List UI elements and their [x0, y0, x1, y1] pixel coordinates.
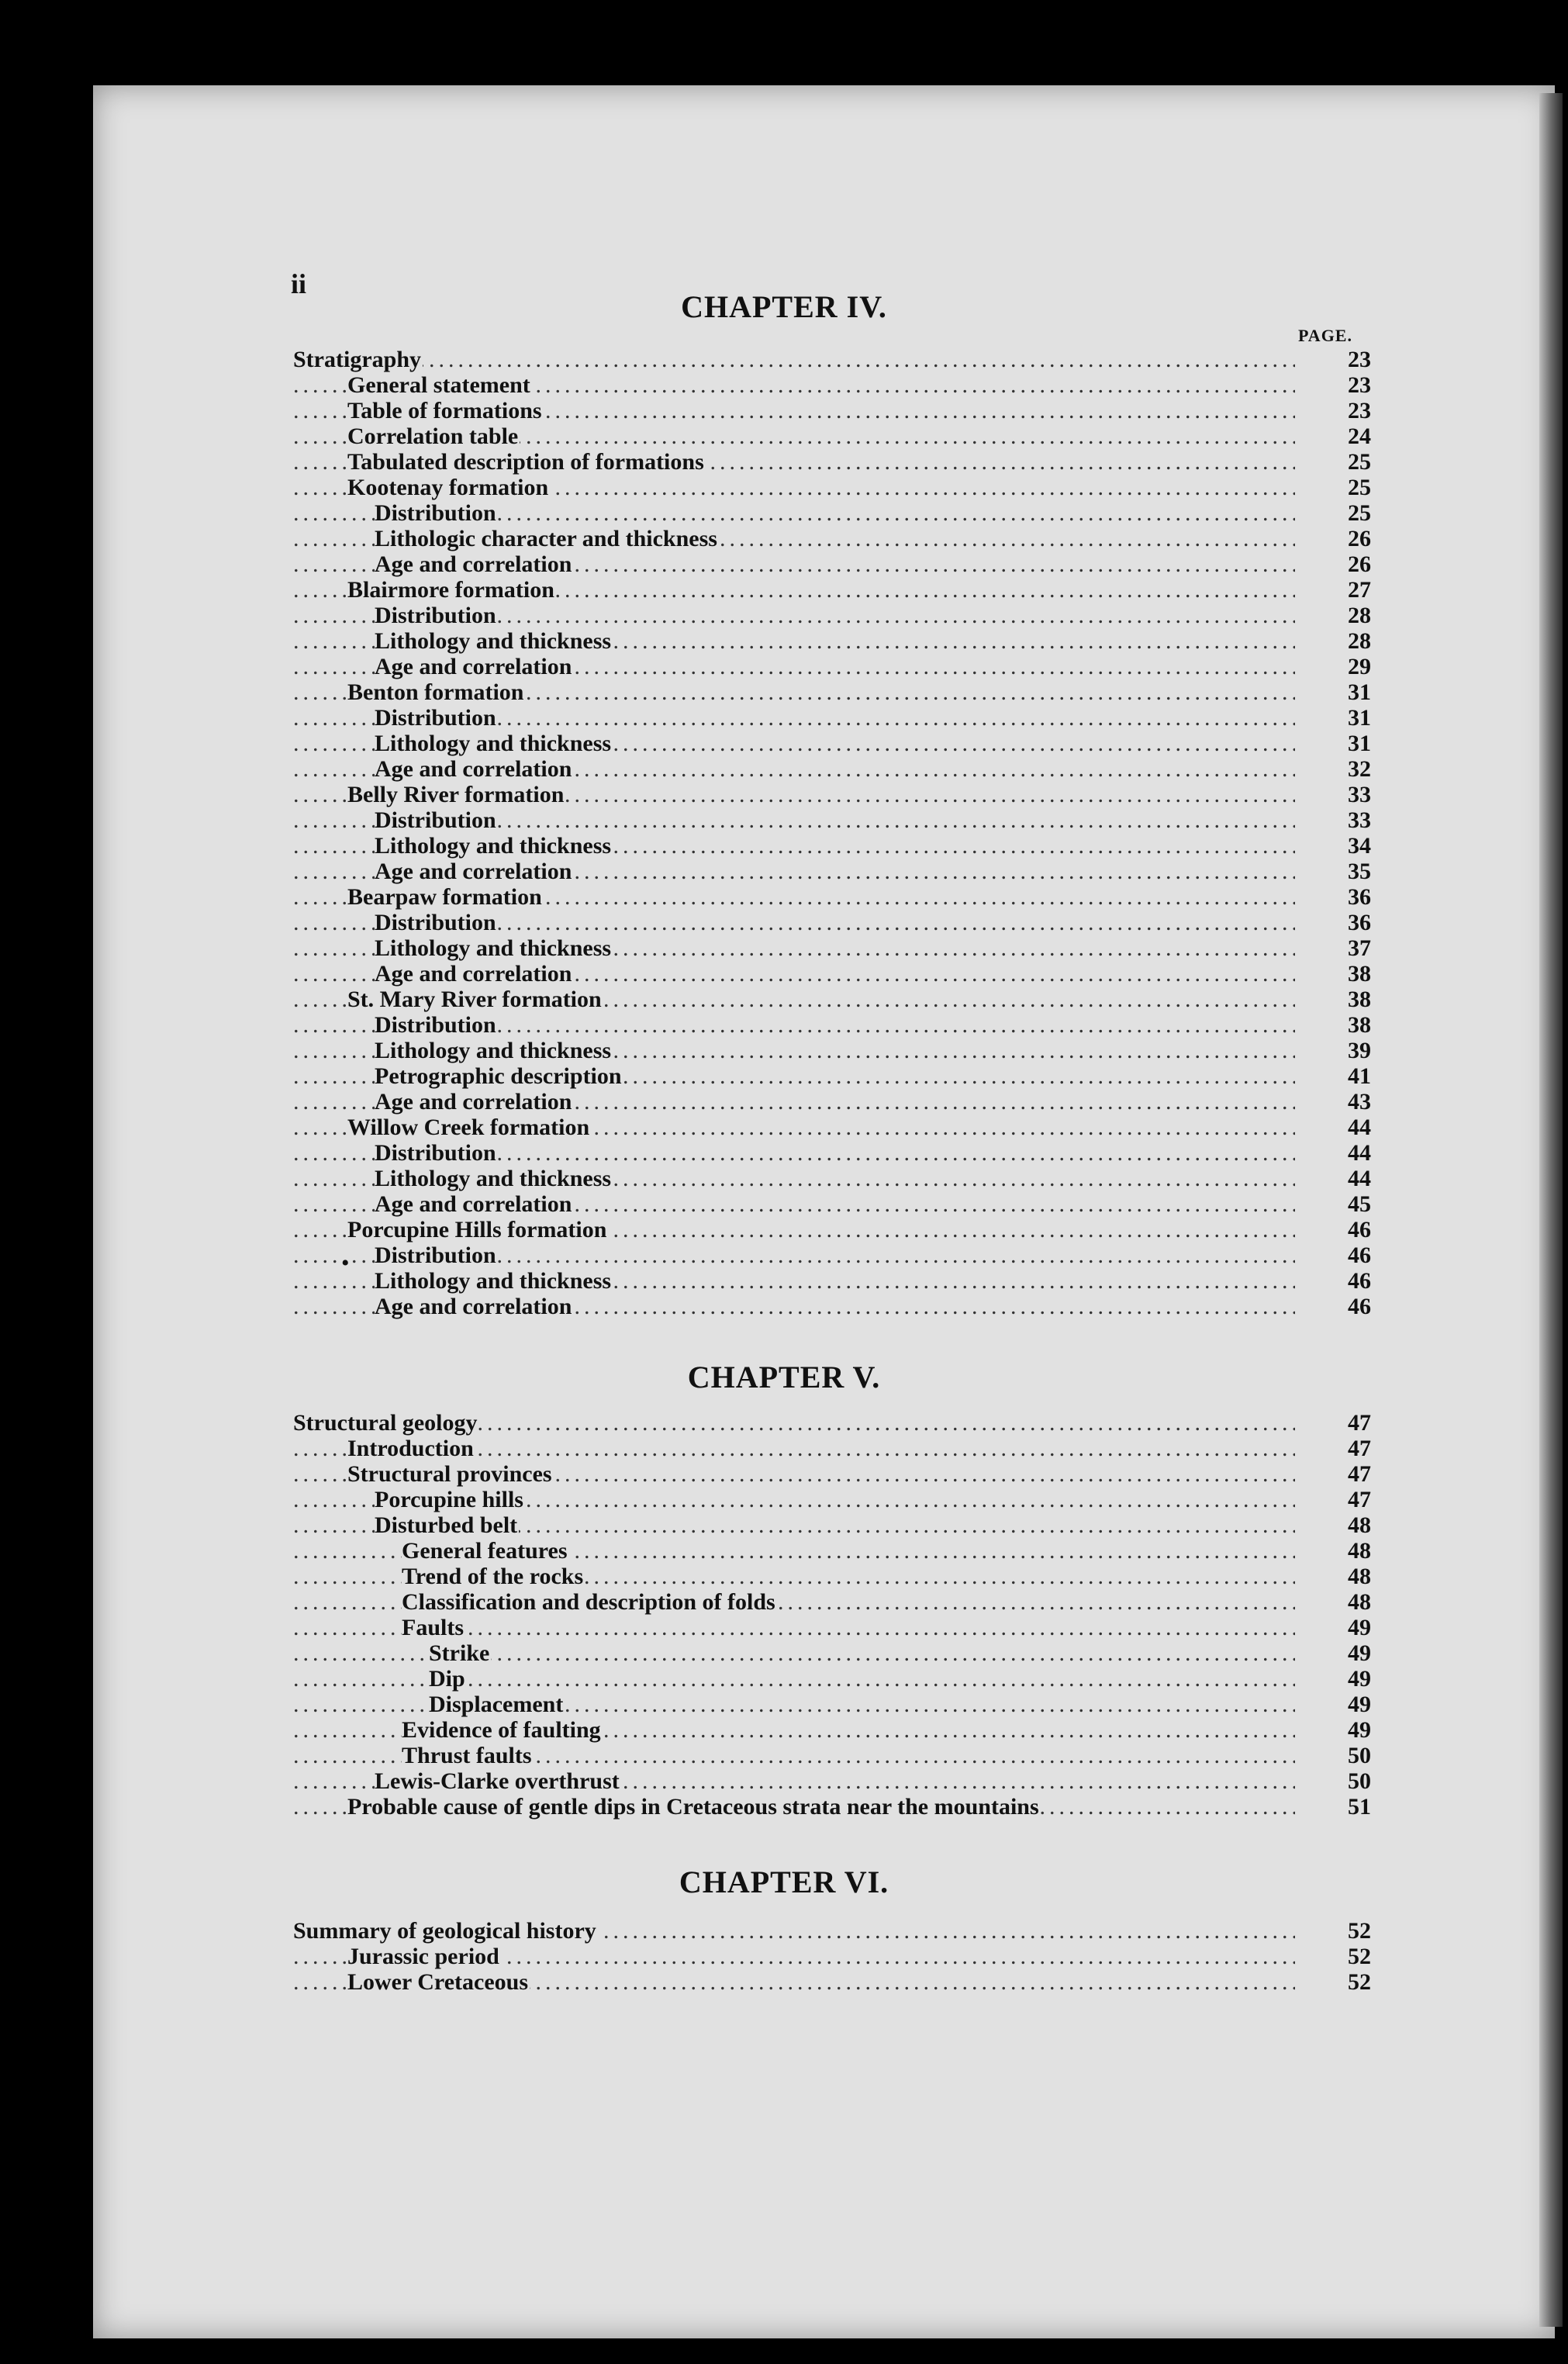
toc-chapter-vi — [293, 1918, 1371, 1995]
toc-entry — [293, 398, 1371, 423]
toc-entry-page: 46 — [1312, 1294, 1371, 1319]
toc-entry — [293, 1969, 1371, 1995]
toc-entry — [293, 731, 1371, 756]
toc-entry-title: Evidence of faulting — [402, 1717, 601, 1743]
toc-entry-title: General features — [402, 1538, 568, 1564]
toc-entry — [293, 1564, 1371, 1589]
toc-entry-page: 44 — [1312, 1166, 1371, 1191]
toc-entry — [293, 1268, 1371, 1294]
toc-entry-title: Classification and description of folds — [402, 1589, 775, 1615]
toc-entry — [293, 603, 1371, 628]
toc-entry — [293, 833, 1371, 859]
toc-entry-page: 25 — [1312, 449, 1371, 475]
toc-entry — [293, 1115, 1371, 1140]
toc-entry-title: Structural geology — [293, 1410, 478, 1436]
toc-entry-page: 38 — [1312, 961, 1371, 987]
toc-entry-title: Distribution — [375, 1012, 496, 1038]
toc-entry-title: Blairmore formation — [347, 577, 554, 603]
toc-entry-title: Age and correlation — [375, 654, 572, 679]
toc-entry-page: 48 — [1312, 1512, 1371, 1538]
toc-entry-page: 28 — [1312, 603, 1371, 628]
toc-entry-title: Porcupine Hills formation — [347, 1217, 607, 1242]
toc-entry-title: Lithology and thickness — [375, 833, 612, 859]
toc-entry-title: Age and correlation — [375, 859, 572, 884]
toc-entry-page: 33 — [1312, 782, 1371, 807]
toc-entry-page: 49 — [1312, 1615, 1371, 1640]
toc-entry-title: General statement — [347, 372, 530, 398]
toc-entry — [293, 1538, 1371, 1564]
toc-entry-title: Jurassic period — [347, 1944, 499, 1969]
page-edge — [1539, 93, 1563, 2327]
toc-entry-title: Belly River formation — [347, 782, 565, 807]
toc-entry — [293, 961, 1371, 987]
toc-entry — [293, 1012, 1371, 1038]
toc-entry-page: 51 — [1312, 1794, 1371, 1820]
toc-entry-title: Willow Creek formation — [347, 1115, 590, 1140]
toc-entry — [293, 1487, 1371, 1512]
toc-entry-title: Distribution — [375, 705, 496, 731]
margin-bullet: • — [341, 1250, 350, 1276]
toc-entry-title: Age and correlation — [375, 961, 572, 987]
toc-entry-title: Tabulated description of formations — [347, 449, 704, 475]
toc-entry-title: Lithology and thickness — [375, 1038, 612, 1063]
toc-entry-page: 25 — [1312, 500, 1371, 526]
toc-entry-page: 46 — [1312, 1242, 1371, 1268]
toc-entry-page: 38 — [1312, 1012, 1371, 1038]
toc-entry — [293, 500, 1371, 526]
toc-entry-title: Thrust faults — [402, 1743, 532, 1768]
toc-entry — [293, 1794, 1371, 1820]
toc-entry — [293, 1191, 1371, 1217]
toc-entry — [293, 1666, 1371, 1692]
toc-entry-title: Lithology and thickness — [375, 1166, 612, 1191]
toc-entry — [293, 1717, 1371, 1743]
toc-entry — [293, 1294, 1371, 1319]
toc-entry-page: 50 — [1312, 1743, 1371, 1768]
toc-entry-page: 36 — [1312, 884, 1371, 910]
toc-entry-page: 33 — [1312, 807, 1371, 833]
toc-entry-page: 43 — [1312, 1089, 1371, 1115]
toc-entry-title: Correlation table — [347, 423, 519, 449]
toc-entry — [293, 654, 1371, 679]
toc-entry — [293, 935, 1371, 961]
folio-number: ii — [291, 268, 307, 299]
toc-entry — [293, 859, 1371, 884]
toc-entry-page: 46 — [1312, 1268, 1371, 1294]
toc-entry-page: 44 — [1312, 1115, 1371, 1140]
toc-entry-page: 49 — [1312, 1640, 1371, 1666]
toc-entry-title: Introduction — [347, 1436, 474, 1461]
toc-entry — [293, 884, 1371, 910]
toc-entry-page: 47 — [1312, 1461, 1371, 1487]
toc-entry — [293, 1692, 1371, 1717]
toc-entry-title: Distribution — [375, 1242, 496, 1268]
toc-entry-title: Porcupine hills — [375, 1487, 523, 1512]
toc-entry-title: Benton formation — [347, 679, 524, 705]
toc-entry-title: St. Mary River formation — [347, 987, 602, 1012]
toc-entry — [293, 347, 1371, 372]
toc-entry — [293, 1918, 1371, 1944]
toc-entry-title: Table of formations — [347, 398, 542, 423]
toc-entry-page: 34 — [1312, 833, 1371, 859]
toc-entry-page: 52 — [1312, 1944, 1371, 1969]
toc-entry — [293, 1063, 1371, 1089]
toc-entry — [293, 705, 1371, 731]
toc-entry-page: 52 — [1312, 1969, 1371, 1995]
toc-entry-title: Lithology and thickness — [375, 731, 612, 756]
toc-entry-page: 23 — [1312, 347, 1371, 372]
toc-entry — [293, 987, 1371, 1012]
toc-entry — [293, 910, 1371, 935]
toc-entry-page: 23 — [1312, 398, 1371, 423]
toc-entry-page: 36 — [1312, 910, 1371, 935]
toc-entry-title: Distribution — [375, 1140, 496, 1166]
toc-entry-page: 47 — [1312, 1410, 1371, 1436]
toc-entry-title: Distribution — [375, 910, 496, 935]
toc-entry — [293, 1089, 1371, 1115]
toc-entry-page: 46 — [1312, 1217, 1371, 1242]
toc-entry — [293, 807, 1371, 833]
toc-entry — [293, 1768, 1371, 1794]
toc-entry-page: 38 — [1312, 987, 1371, 1012]
toc-entry-page: 45 — [1312, 1191, 1371, 1217]
toc-entry-title: Summary of geological history — [293, 1918, 596, 1944]
toc-entry-title: Distribution — [375, 807, 496, 833]
toc-entry-page: 48 — [1312, 1589, 1371, 1615]
toc-entry-title: Distribution — [375, 500, 496, 526]
toc-entry-title: Lithology and thickness — [375, 1268, 612, 1294]
toc-entry-title: Lithologic character and thickness — [375, 526, 717, 551]
toc-entry-title: Lower Cretaceous — [347, 1969, 528, 1995]
toc-entry — [293, 475, 1371, 500]
toc-entry-page: 29 — [1312, 654, 1371, 679]
toc-entry-title: Dip — [429, 1666, 465, 1692]
toc-entry-page: 44 — [1312, 1140, 1371, 1166]
toc-entry — [293, 1743, 1371, 1768]
toc-entry-page: 49 — [1312, 1717, 1371, 1743]
toc-entry-page: 31 — [1312, 705, 1371, 731]
page-column-heading: PAGE. — [1298, 326, 1352, 345]
chapter-v-title: CHAPTER V. — [687, 1360, 881, 1395]
toc-entry — [293, 1038, 1371, 1063]
toc-entry — [293, 628, 1371, 654]
toc-entry — [293, 1640, 1371, 1666]
toc-entry — [293, 756, 1371, 782]
toc-entry — [293, 1410, 1371, 1436]
toc-entry-title: Age and correlation — [375, 1191, 572, 1217]
toc-entry-page: 47 — [1312, 1487, 1371, 1512]
toc-entry-title: Distribution — [375, 603, 496, 628]
toc-entry-page: 49 — [1312, 1692, 1371, 1717]
toc-entry-page: 27 — [1312, 577, 1371, 603]
toc-entry-page: 25 — [1312, 475, 1371, 500]
toc-entry-page: 32 — [1312, 756, 1371, 782]
toc-entry-page: 47 — [1312, 1436, 1371, 1461]
toc-entry-page: 31 — [1312, 679, 1371, 705]
toc-entry — [293, 577, 1371, 603]
toc-entry-title: Strike — [429, 1640, 490, 1666]
toc-entry-page: 35 — [1312, 859, 1371, 884]
toc-entry-title: Stratigraphy — [293, 347, 421, 372]
toc-entry — [293, 1944, 1371, 1969]
toc-entry-page: 41 — [1312, 1063, 1371, 1089]
toc-entry — [293, 1217, 1371, 1242]
toc-entry-title: Lithology and thickness — [375, 628, 612, 654]
toc-entry — [293, 551, 1371, 577]
toc-chapter-v — [293, 1410, 1371, 1820]
toc-entry — [293, 1615, 1371, 1640]
toc-entry-page: 48 — [1312, 1538, 1371, 1564]
toc-entry-title: Age and correlation — [375, 1089, 572, 1115]
toc-entry-title: Lithology and thickness — [375, 935, 612, 961]
toc-entry-title: Kootenay formation — [347, 475, 549, 500]
toc-entry — [293, 1512, 1371, 1538]
toc-entry — [293, 526, 1371, 551]
toc-entry-page: 28 — [1312, 628, 1371, 654]
toc-entry-page: 26 — [1312, 551, 1371, 577]
toc-entry-page: 48 — [1312, 1564, 1371, 1589]
toc-entry-title: Displacement — [429, 1692, 564, 1717]
toc-entry-page: 49 — [1312, 1666, 1371, 1692]
toc-entry-page: 26 — [1312, 526, 1371, 551]
toc-chapter-iv — [293, 347, 1371, 1319]
toc-entry — [293, 1461, 1371, 1487]
toc-entry-page: 50 — [1312, 1768, 1371, 1794]
toc-entry — [293, 423, 1371, 449]
dot-leader — [293, 347, 1295, 372]
toc-entry-page: 37 — [1312, 935, 1371, 961]
toc-entry — [293, 1589, 1371, 1615]
toc-entry-page: 52 — [1312, 1918, 1371, 1944]
toc-entry — [293, 679, 1371, 705]
toc-entry — [293, 1140, 1371, 1166]
toc-entry-title: Age and correlation — [375, 756, 572, 782]
toc-entry-title: Probable cause of gentle dips in Cretaceous strata near the mountains — [347, 1794, 1039, 1820]
toc-entry-title: Age and correlation — [375, 551, 572, 577]
toc-entry-title: Lewis-Clarke overthrust — [375, 1768, 620, 1794]
toc-entry — [293, 372, 1371, 398]
chapter-vi-title: CHAPTER VI. — [679, 1865, 889, 1899]
toc-entry-title: Faults — [402, 1615, 465, 1640]
toc-entry-page: 24 — [1312, 423, 1371, 449]
toc-entry-title: Age and correlation — [375, 1294, 572, 1319]
toc-entry-page: 39 — [1312, 1038, 1371, 1063]
toc-entry-title: Petrographic description — [375, 1063, 622, 1089]
toc-entry — [293, 1242, 1371, 1268]
toc-entry-page: 31 — [1312, 731, 1371, 756]
chapter-iv-title: CHAPTER IV. — [681, 289, 887, 324]
toc-entry-title: Trend of the rocks — [402, 1564, 584, 1589]
toc-entry — [293, 1436, 1371, 1461]
toc-entry-title: Disturbed belt — [375, 1512, 518, 1538]
toc-entry-page: 23 — [1312, 372, 1371, 398]
toc-entry — [293, 782, 1371, 807]
toc-entry — [293, 1166, 1371, 1191]
toc-entry-title: Bearpaw formation — [347, 884, 542, 910]
toc-entry — [293, 449, 1371, 475]
toc-entry-title: Structural provinces — [347, 1461, 552, 1487]
